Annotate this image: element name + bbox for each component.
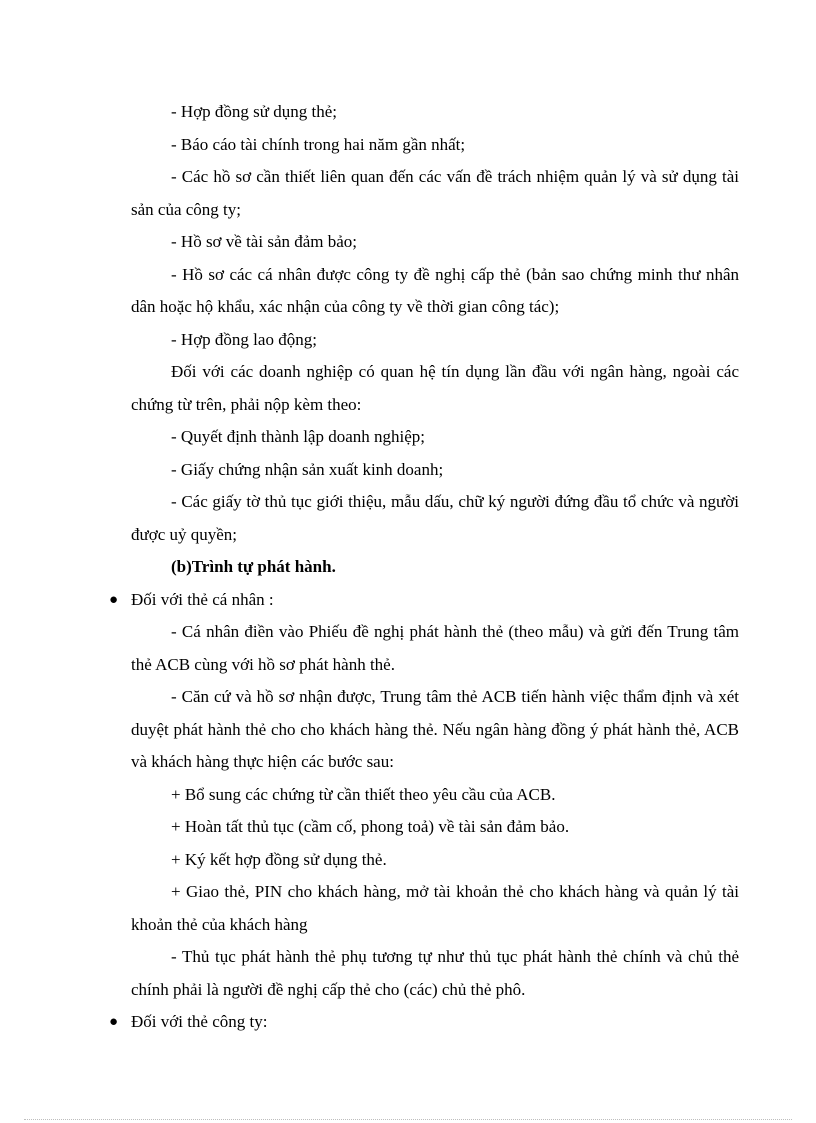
paragraph-step-sign-contract: + Ký kết hợp đồng sử dụng thẻ. [171, 849, 387, 869]
paragraph-appraisal: - Căn cứ và hồ sơ nhận được, Trung tâm thẻ ACB tiến hành việc thẩm định và xét duyệt phát hành thẻ cho cho khách hàng thẻ. Nếu ngân hàng đồng ý phát hành thẻ, ACB và khách hàng thực hiện các bước sau: [131, 687, 739, 771]
bullet-label: Đối với thẻ công ty: [131, 1012, 268, 1031]
bullet-label: Đối với thẻ cá nhân : [131, 589, 274, 609]
bullet-individual-card [105, 584, 739, 617]
paragraph-first-credit: Đối với các doanh nghiệp có quan hệ tín dụng lần đầu với ngân hàng, ngoài các chứng từ trên, phải nộp kèm theo: [131, 362, 739, 414]
paragraph-business-certificate: - Giấy chứng nhận sản xuất kinh doanh; [171, 459, 444, 479]
paragraph-step-supplement: + Bổ sung các chứng từ cần thiết theo yêu cầu của ACB. [171, 784, 556, 804]
paragraph-individual-docs: - Hồ sơ các cá nhân được công ty đề nghị cấp thẻ (bản sao chứng minh thư nhân dân hoặc hộ khẩu, xác nhận của công ty về thời gian công tác); [131, 264, 739, 316]
section-heading: (b)Trình tự phát hành. [171, 557, 336, 576]
paragraph-introduction-papers: - Các giấy tờ thủ tục giới thiệu, mẫu dấu, chữ ký người đứng đầu tổ chức và người được uỷ quyền; [131, 492, 739, 544]
paragraph-application-form: - Cá nhân điền vào Phiếu đề nghị phát hành thẻ (theo mẫu) và gửi đến Trung tâm thẻ ACB cùng với hồ sơ phát hành thẻ. [131, 622, 739, 674]
paragraph-financial-report: - Báo cáo tài chính trong hai năm gần nhất; [171, 134, 466, 154]
page-bottom-divider [24, 1119, 792, 1120]
paragraph-supplementary-card: - Thủ tục phát hành thẻ phụ tương tự như thủ tục phát hành thẻ chính và chủ thẻ chính phải là người đề nghị cấp thẻ cho (các) chủ thẻ phô. [131, 947, 739, 999]
paragraph-step-deliver-card: + Giao thẻ, PIN cho khách hàng, mở tài khoản thẻ cho khách hàng và quản lý tài khoản thẻ của khách hàng [131, 882, 739, 934]
bullet-icon: ● [109, 591, 119, 608]
paragraph-contract: - Hợp đồng sử dụng thẻ; [171, 102, 337, 121]
paragraph-collateral-docs: - Hồ sơ về tài sản đảm bảo; [171, 232, 358, 251]
paragraph-labor-contract: - Hợp đồng lao động; [171, 329, 317, 349]
paragraph-step-collateral: + Hoàn tất thủ tục (cầm cố, phong toả) về tài sản đảm bảo. [171, 817, 570, 836]
paragraph-establishment-decision: - Quyết định thành lập doanh nghiệp; [171, 427, 426, 446]
bullet-icon: ● [109, 1014, 119, 1030]
bullet-company-card [105, 1006, 739, 1039]
paragraph-responsibility-docs: - Các hồ sơ cần thiết liên quan đến các vấn đề trách nhiệm quản lý và sử dụng tài sản của công ty; [131, 167, 739, 219]
document-body [109, 96, 739, 1039]
